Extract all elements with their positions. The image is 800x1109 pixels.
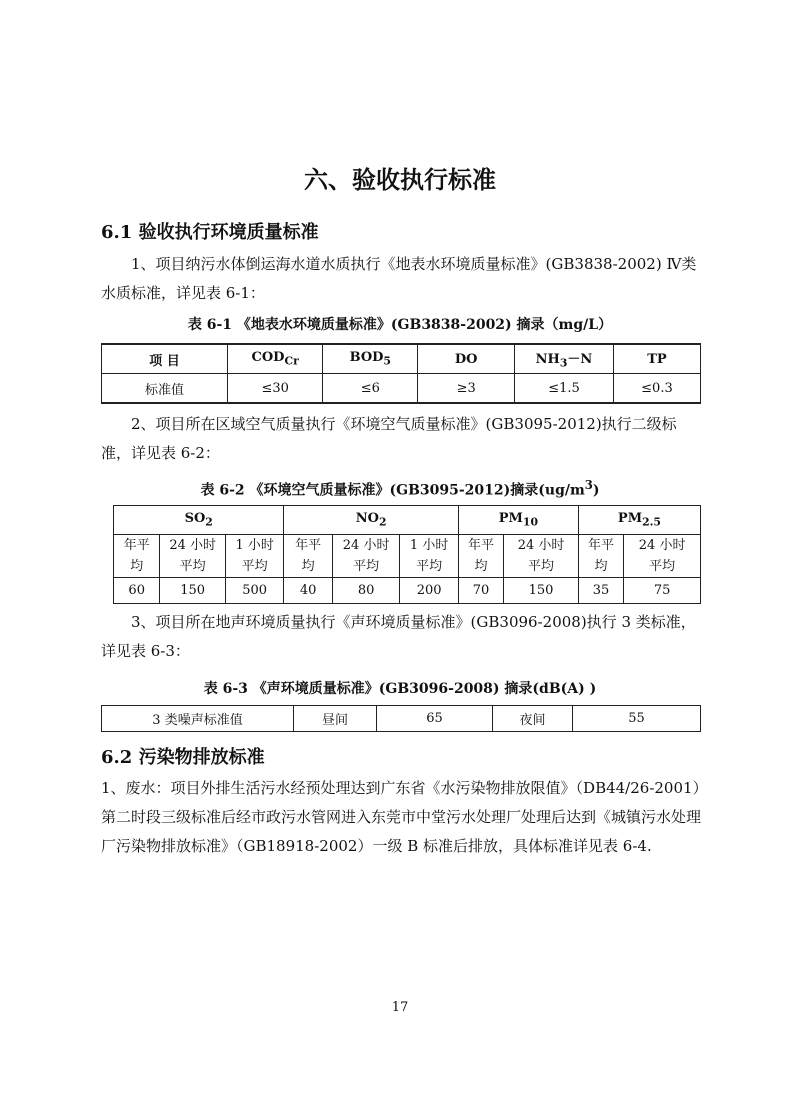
- paragraph-water-text: 1、项目纳污水体倒运海水道水质执行《地表水环境质量标准》(GB3838-2002) Ⅳ类水质标准，详见表 6-1：: [101, 255, 697, 302]
- value-cell: 75: [624, 578, 701, 604]
- table-6-2: [113, 505, 701, 604]
- day-label: 昼间: [294, 706, 377, 732]
- table-6-1-caption: 表 6-1 《地表水环境质量标准》(GB3838-2002) 摘录（mg/L）: [187, 317, 613, 333]
- table-row: [114, 578, 701, 604]
- value-cell: 200: [400, 578, 458, 604]
- sub-header: 年平 均: [458, 535, 503, 578]
- table-6-3-caption: 表 6-3 《声环境质量标准》(GB3096-2008) 摘录(dB(A) ): [203, 681, 597, 697]
- paragraph-air: [101, 410, 701, 468]
- value-do: ≥3: [418, 374, 515, 404]
- sub-header: 1 小时 平均: [400, 535, 458, 578]
- table-row: [102, 344, 701, 374]
- section-6-2-heading: 6.2 污染物排放标准: [101, 747, 265, 768]
- paragraph-noise: [101, 608, 701, 666]
- table-6-1: [101, 343, 701, 404]
- sub-header: 24 小时 平均: [504, 535, 579, 578]
- table-6-2-caption: 表 6-2 《环境空气质量标准》(GB3095-2012)摘录$(ug/m^3)$: [200, 478, 600, 499]
- noise-label: 3 类噪声标准值: [102, 706, 294, 732]
- sub-header: 24 小时 平均: [624, 535, 701, 578]
- header-pm25: $PM_{2.5}$: [578, 506, 700, 535]
- header-cod: $COD_{Cr}$: [228, 344, 323, 374]
- header-nh3n: $NH_3-N$: [515, 344, 614, 374]
- paragraph-wastewater: [101, 774, 706, 861]
- night-label: 夜间: [493, 706, 573, 732]
- sub-header: 年平 均: [114, 535, 160, 578]
- header-pm10: $PM_{10}$: [458, 506, 578, 535]
- paragraph-air-text: 2、项目所在区域空气质量执行《环境空气质量标准》(GB3095-2012)执行二级标准，详见表 6-2：: [101, 415, 677, 462]
- chapter-title: 六、验收执行标准: [304, 165, 496, 194]
- table-row: [114, 535, 701, 578]
- header-do: DO: [418, 344, 515, 374]
- value-bod: ≤6: [323, 374, 418, 404]
- paragraph-noise-text: 3、项目所在地声环境质量执行《声环境质量标准》(GB3096-2008)执行 3 类标准，详见表 6-3：: [101, 613, 696, 660]
- table-row: [114, 506, 701, 535]
- sub-header: 1 小时 平均: [225, 535, 283, 578]
- value-cell: 40: [284, 578, 332, 604]
- value-cod: ≤30: [228, 374, 323, 404]
- sub-header: 24 小时 平均: [332, 535, 400, 578]
- value-cell: 60: [114, 578, 160, 604]
- value-cell: 80: [332, 578, 400, 604]
- header-item: 项 目: [102, 344, 228, 374]
- header-so2: $SO_2$: [114, 506, 284, 535]
- paragraph-wastewater-text: 1、废水：项目外排生活污水经预处理达到广东省《水污染物排放限值》（DB44/26-2001）第二时段三级标准后经市政污水管网进入东莞市中堂污水处理厂处理后达到《城镇污水处理厂污染物排放标准》（GB18918-2002）一级 B 标准后排放，具体标准详见表 6-4.: [101, 779, 702, 855]
- value-cell: 500: [225, 578, 283, 604]
- sub-header: 年平 均: [284, 535, 332, 578]
- value-nh3n: ≤1.5: [515, 374, 614, 404]
- day-value: 65: [377, 706, 493, 732]
- sub-header: 24 小时 平均: [160, 535, 226, 578]
- section-6-1-heading: 6.1 验收执行环境质量标准: [101, 222, 319, 243]
- value-cell: 70: [458, 578, 503, 604]
- value-cell: 150: [160, 578, 226, 604]
- header-no2: $NO_2$: [284, 506, 458, 535]
- header-tp: TP: [613, 344, 700, 374]
- value-cell: 35: [578, 578, 623, 604]
- header-bod: $BOD_5$: [323, 344, 418, 374]
- table-row: [102, 374, 701, 404]
- paragraph-water: [101, 250, 701, 308]
- value-tp: ≤0.3: [613, 374, 700, 404]
- night-value: 55: [573, 706, 701, 732]
- value-cell: 150: [504, 578, 579, 604]
- table-row: [102, 706, 701, 732]
- row-label: 标准值: [102, 374, 228, 404]
- page-number: 17: [391, 1000, 409, 1015]
- table-6-3: [101, 705, 701, 732]
- sub-header: 年平 均: [578, 535, 623, 578]
